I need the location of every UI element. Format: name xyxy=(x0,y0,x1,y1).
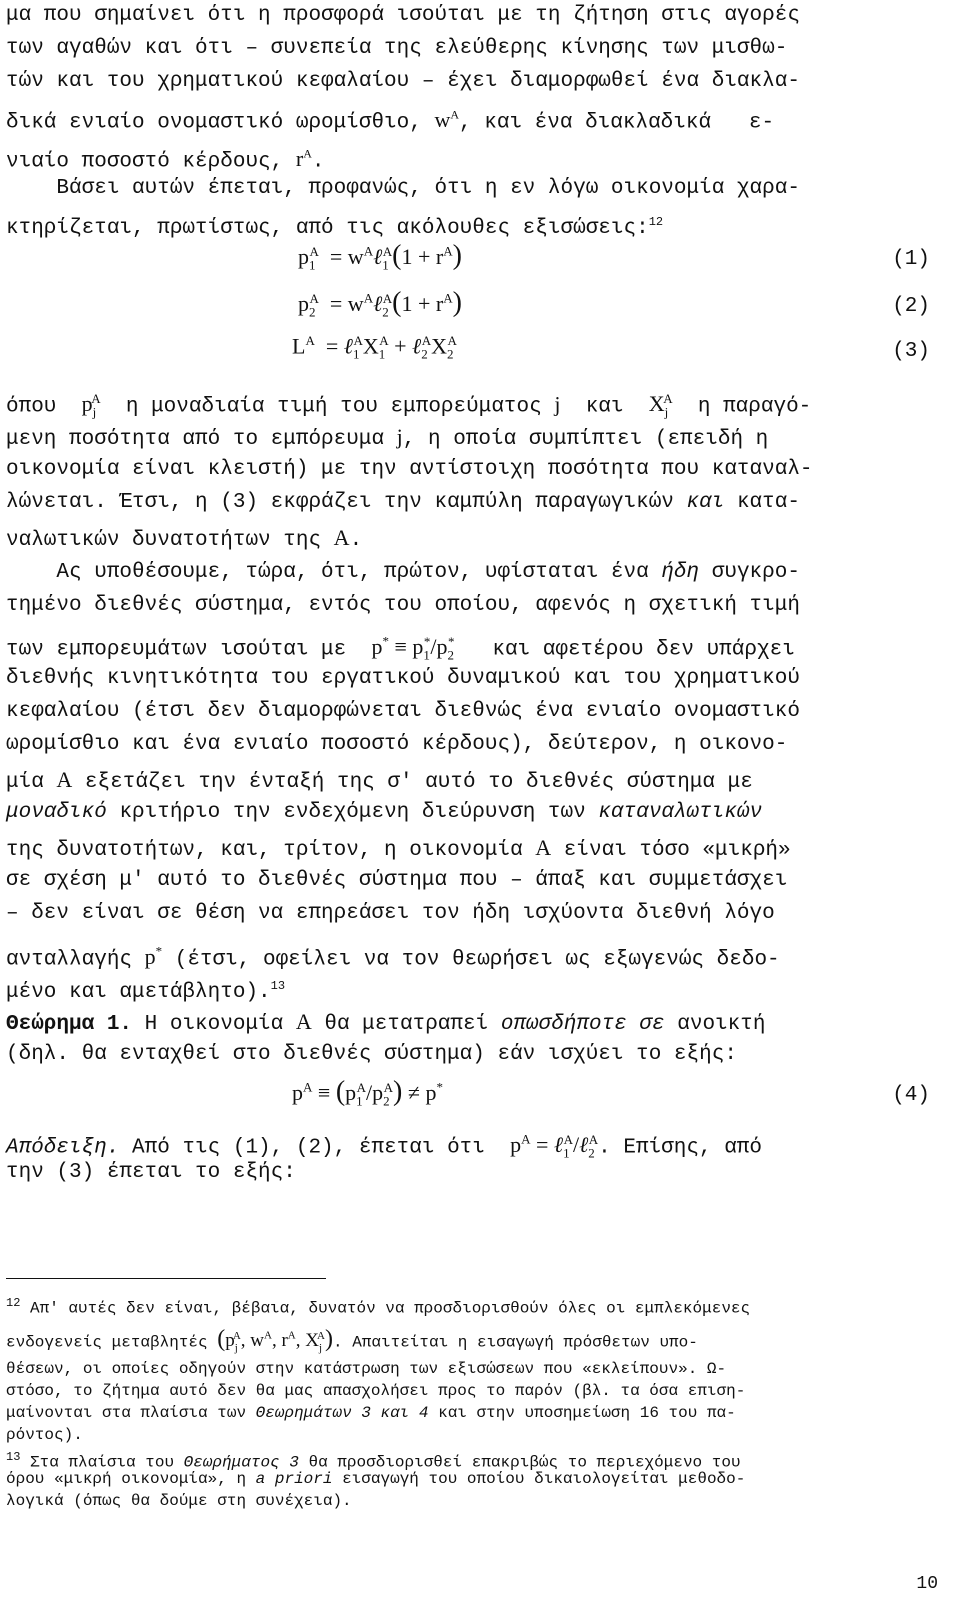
text-line: ανταλλαγής p* (έτσι, οφείλει να τον θεωρήσει ως εξωγενώς δεδο- xyxy=(6,944,780,972)
footnote-line: ενδογενείς μεταβλητές ($p_j^A$, $w^A$, $r^A$, $X_j^A$). Απαιτείται η εισαγωγή πρόσθετων υπο- xyxy=(6,1326,698,1355)
text-line: μία Α εξετάζει την ένταξή της σ' αυτό το διεθνές σύστημα με xyxy=(6,767,753,794)
text-span: . xyxy=(311,150,325,174)
text-line: σε σχέση μ' αυτό το διεθνές σύστημα που – άπαξ και συμμετάσχει xyxy=(6,869,788,892)
footnote-line: λογικά (όπως θα δούμε στη συνέχεια). xyxy=(6,1492,352,1510)
equation-1: $p_1^A$ = $w^A\ell_1^A(1 + r^A)$ xyxy=(298,240,462,273)
text-line: των αγαθών και ότι – συνεπεία της ελεύθερης κίνησης των μισθω- xyxy=(6,37,788,60)
text-line: τών και του χρηματικού κεφαλαίου – έχει διαμορφωθεί ένα διακλα- xyxy=(6,70,800,93)
equation-number: (3) xyxy=(892,340,930,363)
equation-4: $p^A \equiv (p_1^A/p_2^A) \ne p^*$ xyxy=(292,1076,443,1109)
footnote-ref: 13 xyxy=(270,979,286,993)
equation-number: (2) xyxy=(892,295,930,318)
math-relative-price: $p^* \equiv p_1^*/p_2^*$ xyxy=(371,634,455,663)
text-line: ναλωτικών δυνατοτήτων της Α. xyxy=(6,525,363,552)
math-profit: $r^A$ xyxy=(295,146,312,172)
text-line xyxy=(6,99,774,139)
proof-label: Απόδειξη. xyxy=(6,1136,120,1160)
math-proof: $p^A$ = ℓ$_1^A$/ℓ$_2^A$ xyxy=(510,1132,599,1161)
text-line: (δηλ. θα ενταχθεί στο διεθνές σύστημα) εάν ισχύει το εξής: xyxy=(6,1043,737,1066)
text-line: λώνεται. Έτσι, η (3) εκφράζει την καμπύλη παραγωγικών και κατα- xyxy=(6,491,800,514)
text-span: , και ένα διακλαδικά ε- xyxy=(459,111,775,135)
equation-number: (4) xyxy=(892,1084,930,1107)
footnote-ref: 12 xyxy=(648,215,664,229)
text-line: τημένο διεθνές σύστημα, εντός του οποίου, αφενός η σχετική τιμή xyxy=(6,594,800,617)
footnote-line: όρου «μικρή οικονομία», η a priori εισαγωγή του οποίου δικαιολογείται μεθοδο- xyxy=(6,1470,746,1488)
theorem-1: Θεώρημα 1. Η οικονομία Α θα μετατραπεί οπωσδήποτε σε ανοικτή xyxy=(6,1009,766,1036)
footnote-divider xyxy=(6,1278,326,1279)
math-wage: $w^A$ xyxy=(434,107,460,133)
text-line: της δυνατοτήτων, και, τρίτον, η οικονομία Α είναι τόσο «μικρή» xyxy=(6,835,791,862)
equation-3: $L^A$ = $\ell_1^AX_1^A$ + $\ell_2^AX_2^A$ xyxy=(292,333,457,362)
text-line: την (3) έπεται το εξής: xyxy=(6,1161,296,1184)
theorem-label: Θεώρημα 1. xyxy=(6,1013,133,1036)
text-line: μοναδικό κριτήριο την ενδεχόμενη διεύρυνση των καταναλωτικών xyxy=(6,801,763,824)
footnote-line: ρόντος). xyxy=(6,1426,83,1444)
text-span: νιαίο ποσοστό κέρδους, xyxy=(6,150,284,174)
text-line: οικονομία είναι κλειστή) με την αντίστοιχη ποσότητα που καταναλ- xyxy=(6,458,813,481)
footnote-line: θέσεων, οι οποίες οδηγούν στην κατάστρωση των εξισώσεων που «εκλείπουν». Ω- xyxy=(6,1360,727,1378)
text-line: των εμπορευμάτων ισούται με $p^* \equiv p_1^*/p_2^*$ και αφετέρου δεν υπάρχει xyxy=(6,634,795,663)
equation-2: $p_2^A$ = $w^A\ell_2^A(1 + r^A)$ xyxy=(298,287,462,320)
text-span: κτηρίζεται, πρωτίστως, από τις ακόλουθες εξισώσεις: xyxy=(6,217,649,240)
text-line: ωρομίσθιο και ένα ενιαίο ποσοστό κέρδους), δεύτερον, η οικονο- xyxy=(6,733,788,756)
footnote-12: $^{12}$ Απ' αυτές δεν είναι, βέβαια, δυνατόν να προσδιορισθούν όλες οι εμπλεκόμενες xyxy=(6,1296,751,1318)
equation-number: (1) xyxy=(892,248,930,271)
footnote-line: στόσο, το ζήτημα αυτό δεν θα μας απασχολήσει προς το παρόν (βλ. τα όσα επιση- xyxy=(6,1382,746,1400)
text-line: Ας υποθέσουμε, τώρα, ότι, πρώτον, υφίσταται ένα ήδη συγκρο- xyxy=(6,561,800,584)
text-line: όπου $p_j^A$ η μοναδιαία τιμή του εμπορεύματος j και $X_j^A$ η παραγό- xyxy=(6,391,812,420)
text-line: μένο και αμετάβλητο).$^{13}$ xyxy=(6,979,286,1004)
proof: Απόδειξη. Από τις (1), (2), έπεται ότι $p^A$ = ℓ$_1^A$/ℓ$_2^A$. Επίσης, από xyxy=(6,1132,762,1161)
text-span: δικά ενιαίο ονομαστικό ωρομίσθιο, xyxy=(6,111,422,135)
footnote-13: $^{13}$ Στα πλαίσια του Θεωρήματος 3 θα προσδιορισθεί επακριβώς το περιεχόμενο του xyxy=(6,1450,741,1472)
text-line: μα που σημαίνει ότι η προσφορά ισούται με τη ζήτηση στις αγορές xyxy=(6,4,800,27)
text-line: κεφαλαίου (έτσι δεν διαμορφώνεται διεθνώς ένα ενιαίο ονομαστικό xyxy=(6,700,800,723)
text-line: μενη ποσότητα από το εμπόρευμα j, η οποία συμπίπτει (επειδή η xyxy=(6,424,769,451)
text-line: Βάσει αυτών έπεται, προφανώς, ότι η εν λόγω οικονομία χαρα- xyxy=(6,177,800,200)
text-line: – δεν είναι σε θέση να επηρεάσει τον ήδη ισχύοντα διεθνή λόγο xyxy=(6,902,775,925)
footnote-line: μαίνονται στα πλαίσια των Θεωρημάτων 3 και 4 και στην υποσημείωση 16 του πα- xyxy=(6,1404,736,1422)
math-variables: ($p_j^A$, $w^A$, $r^A$, $X_j^A$) xyxy=(217,1326,333,1355)
page-number: 10 xyxy=(916,1574,938,1594)
text-line: διεθνής κινητικότητα του εργατικού δυναμικού και του χρηματικού xyxy=(6,667,800,690)
